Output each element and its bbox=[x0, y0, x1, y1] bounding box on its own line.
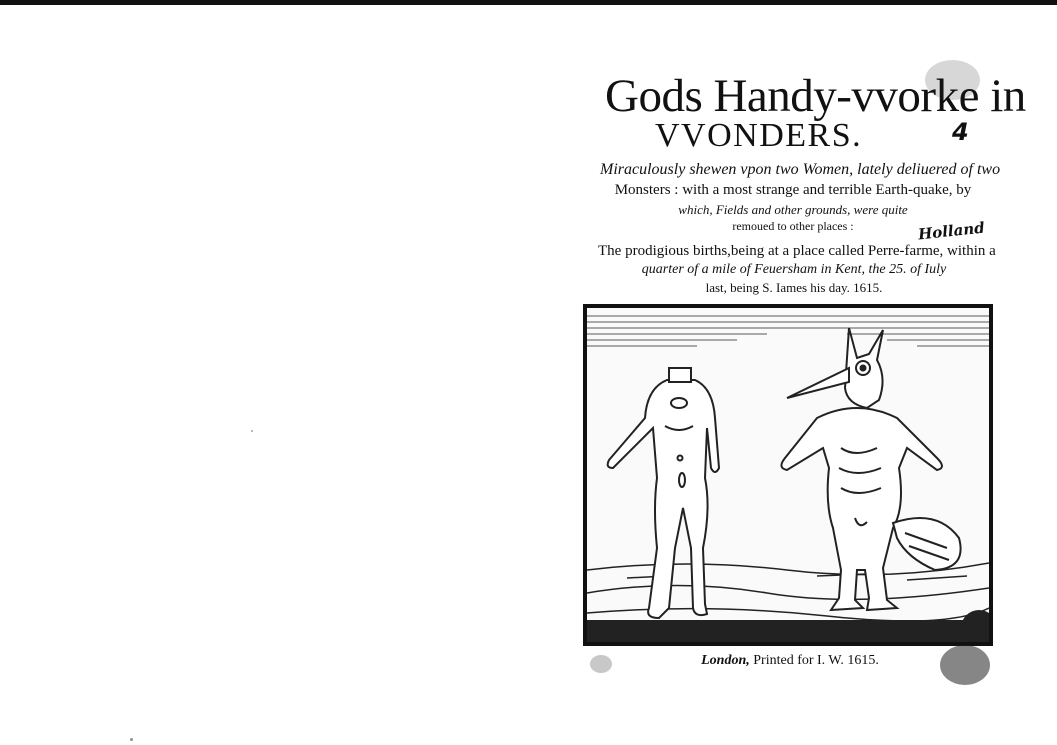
title-line-1: Gods Handy-vvorke in bbox=[605, 70, 1026, 122]
scan-smudge bbox=[940, 645, 990, 685]
subtitle-line-2: Monsters : with a most strange and terrible Earth-quake, by bbox=[614, 182, 972, 198]
bird-headed-monster bbox=[781, 328, 960, 610]
subtitle-line-7: last, being S. Iames his day. 1615. bbox=[705, 280, 883, 295]
ground-shadow bbox=[587, 620, 989, 642]
scan-smudge bbox=[590, 655, 612, 673]
sky-hatching bbox=[587, 316, 989, 346]
scan-speck bbox=[130, 738, 133, 741]
subtitle-line-5: The prodigious births,being at a place called Perre-farme, within a bbox=[598, 243, 996, 259]
margin-handwriting: Holland bbox=[917, 218, 986, 244]
subtitle-line-1: Miraculously shewen vpon two Women, lately deliuered of two bbox=[600, 161, 1001, 178]
subtitle-line-4: remoued to other places : bbox=[732, 219, 854, 233]
headless-figure bbox=[608, 368, 719, 618]
subtitle-line-6: quarter of a mile of Feuersham in Kent, the 25. of Iuly bbox=[641, 262, 947, 277]
scan-speck bbox=[251, 430, 253, 432]
woodcut-illustration bbox=[583, 304, 993, 646]
woodcut-drawing bbox=[587, 308, 989, 642]
subtitle-line-3: which, Fields and other grounds, were quite bbox=[678, 202, 908, 217]
left-blank-page bbox=[0, 5, 540, 745]
title-line-2: VVONDERS. bbox=[655, 117, 863, 154]
scan-smudge bbox=[925, 60, 980, 100]
imprint-printer: Printed for I. W. 1615. bbox=[753, 653, 879, 668]
page-number-annotation: 4 bbox=[952, 118, 969, 146]
imprint-city: London, bbox=[701, 653, 750, 668]
imprint-line bbox=[640, 653, 940, 669]
ink-blot bbox=[961, 610, 989, 642]
